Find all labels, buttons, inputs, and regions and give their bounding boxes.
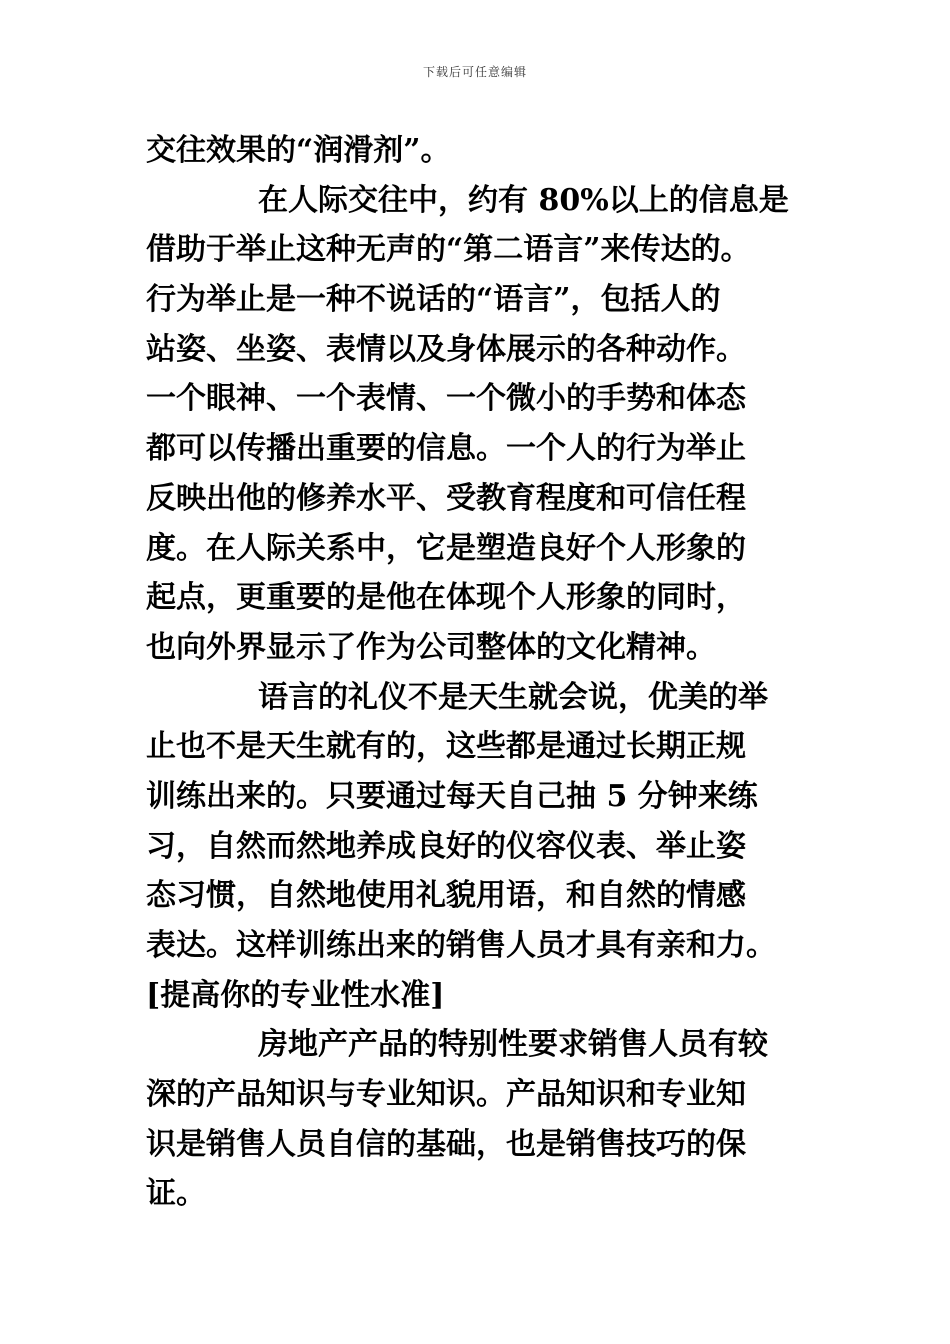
text-line: 交往效果的“润滑剂”。 xyxy=(146,133,451,168)
text-line: 起点，更重要的是他在体现个人形象的同时， xyxy=(146,580,746,616)
text-line: 习，自然而然地养成良好的仪容仪表、举止姿 xyxy=(146,828,746,864)
text-line: 借助于举止这种无声的“第二语言”来传达的。 xyxy=(146,232,751,268)
header-note: 下载后可任意编辑 xyxy=(422,65,527,79)
text-line: 也向外界显示了作为公司整体的文化精神。 xyxy=(146,629,716,665)
text-line: 深的产品知识与专业知识。产品知识和专业知 xyxy=(146,1077,746,1113)
text-line: 站姿、坐姿、表情以及身体展示的各种动作。 xyxy=(146,331,746,367)
text-line: 训练出来的。只要通过每天自己抽 5 分钟来练 xyxy=(146,778,758,814)
text-line: 识是销售人员自信的基础，也是销售技巧的保 xyxy=(146,1126,746,1162)
text-line: 行为举止是一种不说话的“语言”，包括人的 xyxy=(146,282,721,318)
text-line: 一个眼神、一个表情、一个微小的手势和体态 xyxy=(146,381,746,417)
paragraph-first-line: 房地产产品的特别性要求销售人员有较 xyxy=(258,1027,768,1063)
text-line: 反映出他的修养水平、受教育程度和可信任程 xyxy=(146,480,746,516)
section-heading: [提高你的专业性水准] xyxy=(146,977,445,1013)
text-line: 止也不是天生就有的，这些都是通过长期正规 xyxy=(146,729,746,765)
text-line: 度。在人际关系中，它是塑造良好个人形象的 xyxy=(146,530,746,566)
text-line: 表达。这样训练出来的销售人员才具有亲和力。 xyxy=(146,928,776,963)
text-line: 都可以传播出重要的信息。一个人的行为举止 xyxy=(146,431,746,467)
body-text xyxy=(146,126,806,1219)
text-line: 态习惯，自然地使用礼貌用语，和自然的情感 xyxy=(146,878,746,914)
paragraph-first-line: 语言的礼仪不是天生就会说，优美的举 xyxy=(258,679,768,715)
text-line: 证。 xyxy=(146,1176,206,1212)
paragraph-first-line: 在人际交往中，约有 80%以上的信息是 xyxy=(258,182,789,218)
